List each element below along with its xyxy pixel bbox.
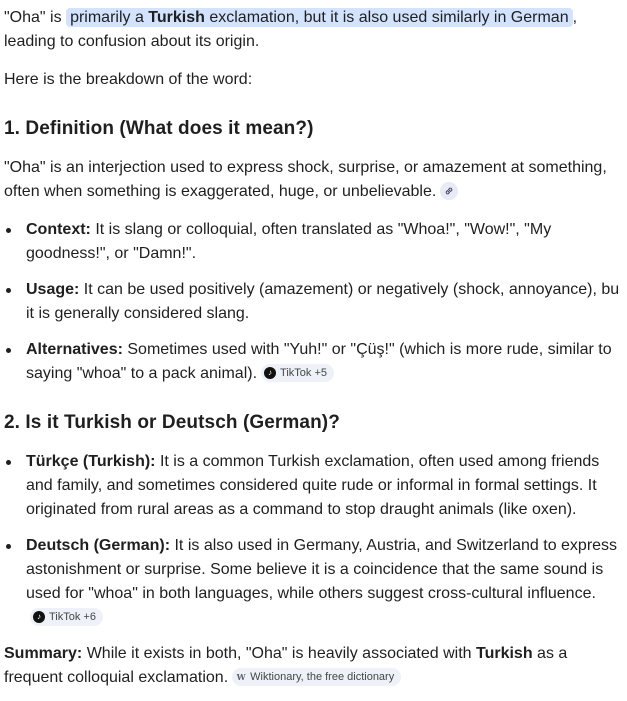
source-chip-tiktok[interactable] xyxy=(261,364,334,382)
bullet-text: It is a common Turkish exclamation, often used among friends and family, and sometimes considered quite rude or informal in formal settings. It originated from rural areas as a command to stop draught animals (like oxen). xyxy=(26,453,600,518)
source-chip-tiktok[interactable] xyxy=(30,608,103,626)
list-item-usage xyxy=(4,278,623,326)
definition-text: "Oha" is an interjection used to express shock, surprise, or amazement at something, often when something is exaggerated, huge, or unbelievable. xyxy=(4,159,607,200)
source-chip-label: Wiktionary, the free dictionary xyxy=(250,670,395,683)
source-chip-wiktionary[interactable] xyxy=(232,668,401,686)
highlight-post: exclamation, but it is also used similarly in German xyxy=(204,9,569,26)
bullet-label: Context: xyxy=(26,221,91,238)
intro-quote: "Oha" is xyxy=(4,9,62,26)
highlight-pre: primarily a xyxy=(70,9,149,26)
source-chip-label: TikTok +6 xyxy=(49,610,96,623)
intro-line-1 xyxy=(4,8,577,27)
bullet-label: Deutsch (German): xyxy=(26,537,171,554)
intro-paragraph xyxy=(4,6,623,54)
list-item-german xyxy=(4,534,623,630)
language-bullet-list xyxy=(4,450,623,630)
bullet-text: It is slang or colloquial, often translated as "Whoa!", "Wow!", "My goodness!", or "Damn!". xyxy=(26,221,552,262)
tiktok-icon: ♪ xyxy=(33,611,45,623)
bullet-label: Türkçe (Turkish): xyxy=(26,453,156,470)
bullet-text: It is also used in Germany, Austria, and Switzerland to express astonishment or surprise. Some believe it is a coincidence that the same sound is used for "whoa" in both languages, while others suggest cross-cultural influence. xyxy=(26,537,618,602)
intro-highlight[interactable] xyxy=(66,8,573,27)
bullet-text: It can be used positively (amazement) or negatively (shock, annoyance), bu it is generally considered slang. xyxy=(26,281,620,322)
list-item-context xyxy=(4,218,623,266)
summary-text-pre: While it exists in both, "Oha" is heavily associated with xyxy=(82,645,476,662)
tiktok-icon: ♪ xyxy=(264,367,276,379)
summary-paragraph xyxy=(4,642,623,690)
breakdown-text: Here is the breakdown of the word: xyxy=(4,71,253,88)
bullet-label: Usage: xyxy=(26,281,80,298)
highlight-bold: Turkish xyxy=(148,9,205,26)
definition-body xyxy=(4,156,623,204)
bullet-label: Alternatives: xyxy=(26,341,123,358)
list-item-alternatives xyxy=(4,338,623,386)
wiktionary-icon: W xyxy=(236,671,246,682)
intro-comma: , xyxy=(572,9,578,26)
section-definition-heading: 1. Definition (What does it mean?) xyxy=(4,118,314,139)
bullet-text: Sometimes used with "Yuh!" or "Çüş!" (which is more rude, similar to saying "whoa" to a pack animal). xyxy=(26,341,612,382)
definition-bullet-list xyxy=(4,218,623,386)
summary-bold-word: Turkish xyxy=(476,645,533,662)
summary-label: Summary: xyxy=(4,645,83,662)
section-language-heading: 2. Is it Turkish or Deutsch (German)? xyxy=(4,412,340,433)
source-chip-label: TikTok +5 xyxy=(280,366,328,379)
list-item-turkish xyxy=(4,450,623,522)
summary-text-post: as a frequent colloquial exclamation. xyxy=(4,645,568,686)
intro-line-2: leading to confusion about its origin. xyxy=(4,33,260,50)
link-icon[interactable] xyxy=(440,182,458,200)
